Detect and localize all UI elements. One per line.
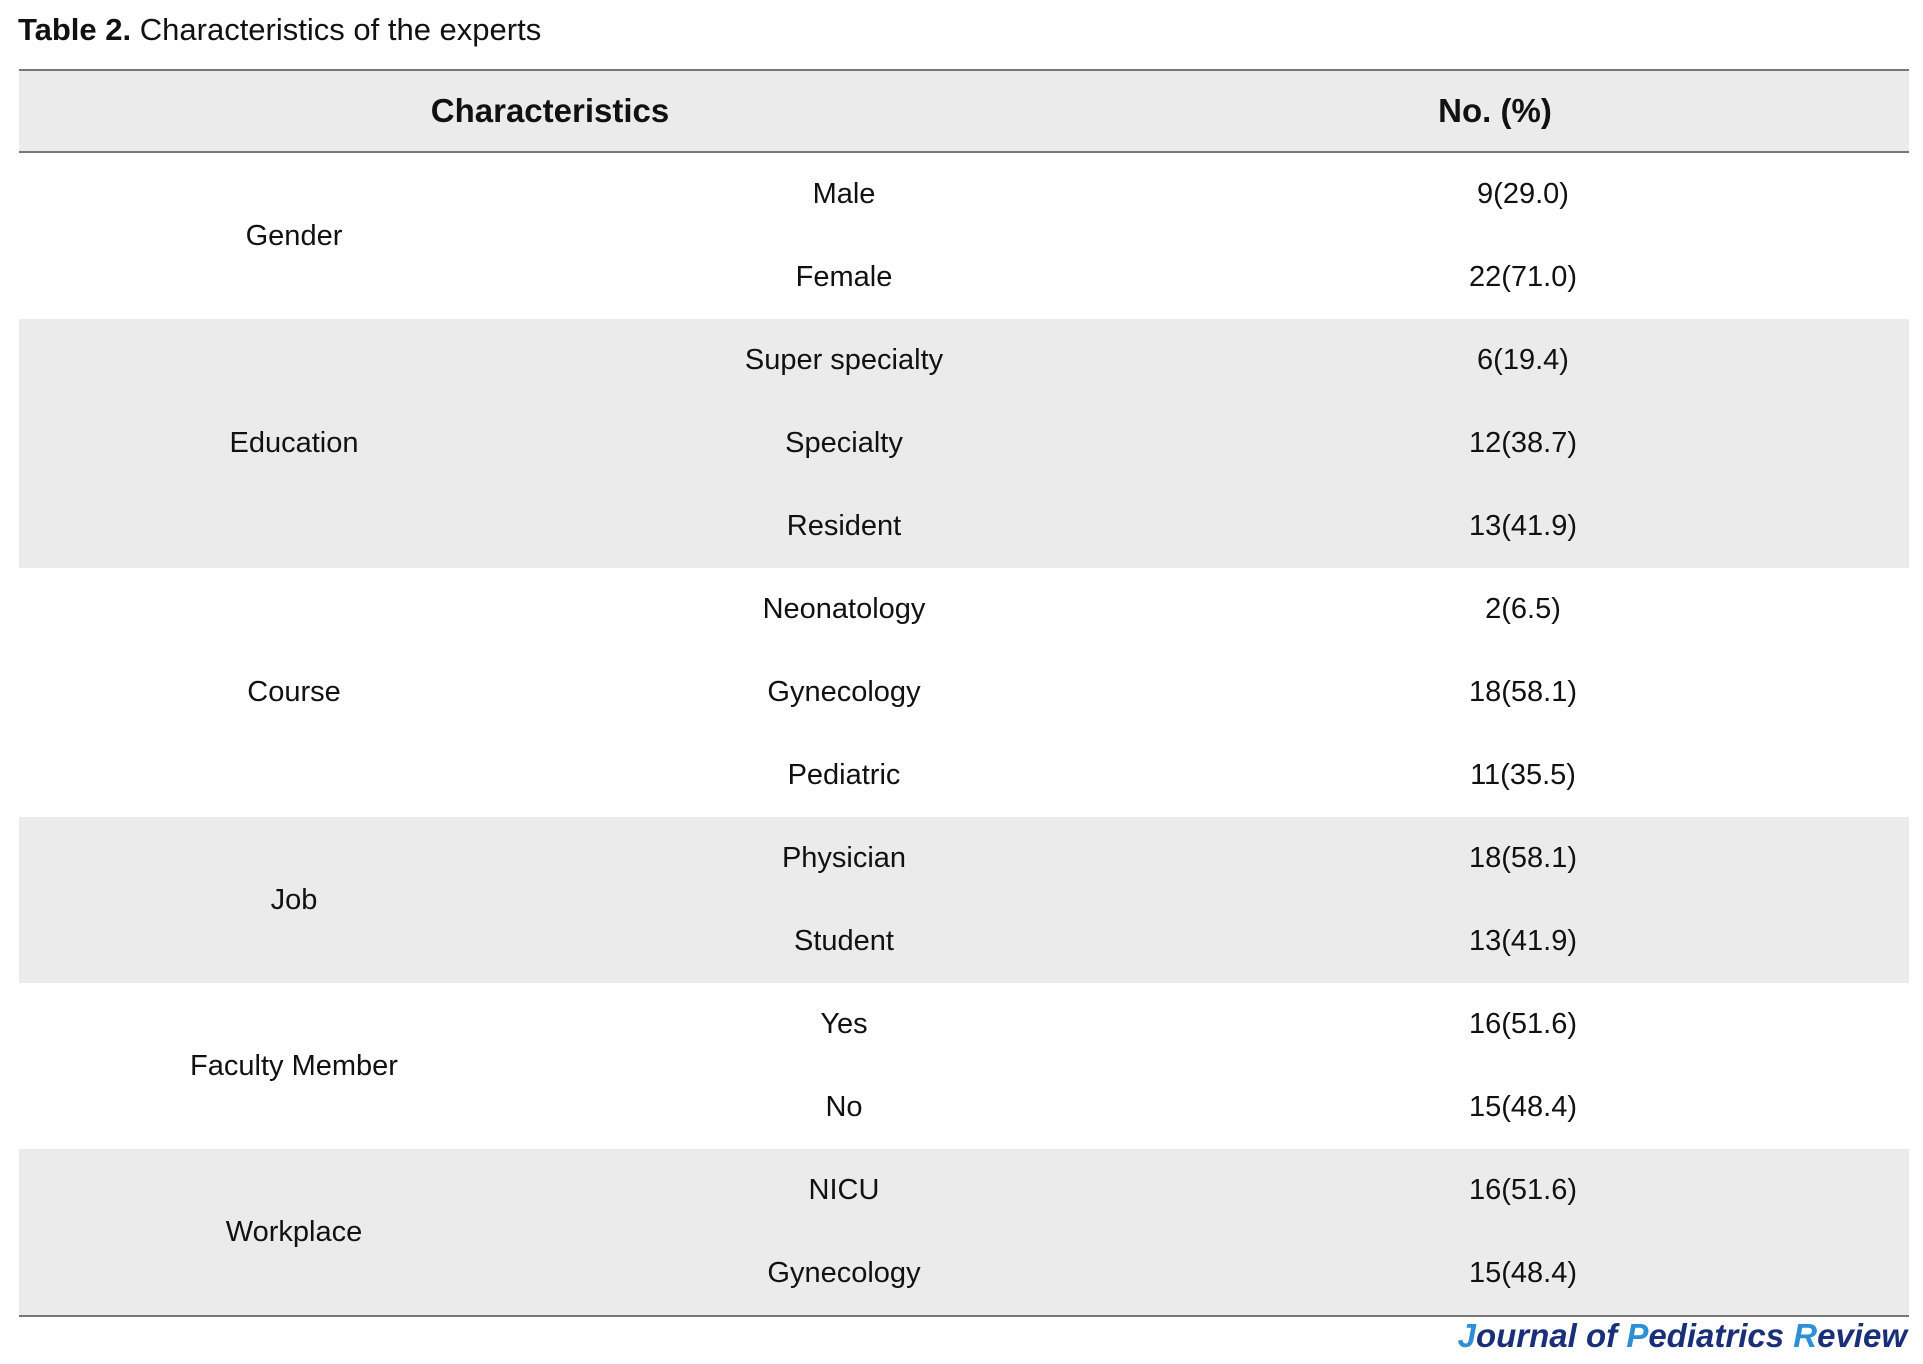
journal-text-1: ournal of xyxy=(1475,1317,1627,1354)
group-workplace xyxy=(19,1149,1909,1315)
category-label: Gender xyxy=(245,219,343,252)
subcategory: No xyxy=(825,1091,863,1123)
subcategory: Gynecology xyxy=(767,1257,921,1289)
subcategory: Pediatric xyxy=(787,759,901,791)
subcategory: Super specialty xyxy=(744,344,944,376)
value: 2(6.5) xyxy=(1485,593,1561,625)
category-label: Education xyxy=(229,427,359,459)
value: 18(58.1) xyxy=(1468,676,1577,708)
category-label: Course xyxy=(247,676,341,708)
value: 15(48.4) xyxy=(1468,1257,1577,1289)
table-row xyxy=(569,236,1909,319)
journal-initial-r: R xyxy=(1793,1317,1818,1354)
journal-initial-j: J xyxy=(1457,1317,1476,1354)
table-row xyxy=(569,983,1909,1066)
table-row xyxy=(569,651,1909,734)
value: 16(51.6) xyxy=(1468,1008,1577,1040)
value: 16(51.6) xyxy=(1468,1174,1577,1206)
table-row xyxy=(569,734,1909,817)
table-row xyxy=(569,1232,1909,1315)
value: 18(58.1) xyxy=(1468,842,1577,874)
value: 22(71.0) xyxy=(1468,261,1577,293)
value: 9(29.0) xyxy=(1477,178,1569,210)
header-characteristics: Characteristics xyxy=(430,92,670,129)
characteristics-table xyxy=(19,69,1909,1317)
table-title: Characteristics of the experts xyxy=(139,12,542,47)
category-label: Workplace xyxy=(225,1215,363,1248)
group-job xyxy=(19,817,1909,983)
value: 12(38.7) xyxy=(1468,427,1577,459)
group-gender xyxy=(19,153,1909,319)
value: 13(41.9) xyxy=(1468,925,1577,957)
subcategory: Male xyxy=(812,178,876,210)
group-course xyxy=(19,568,1909,817)
subcategory: Resident xyxy=(786,510,902,542)
subcategory: Specialty xyxy=(785,427,903,459)
subcategory: Student xyxy=(794,925,894,957)
journal-initial-p: P xyxy=(1626,1317,1649,1354)
value: 6(19.4) xyxy=(1477,344,1569,376)
table-row xyxy=(569,485,1909,568)
category-label: Faculty Member xyxy=(190,1049,398,1082)
table-row xyxy=(569,402,1909,485)
table-row xyxy=(569,1149,1909,1232)
journal-name xyxy=(1458,1316,1907,1356)
subcategory: Physician xyxy=(781,842,907,874)
subcategory: Yes xyxy=(820,1008,868,1040)
table-caption xyxy=(18,10,541,50)
table-row xyxy=(569,1066,1909,1149)
journal-text-3: eview xyxy=(1817,1317,1907,1354)
table-header xyxy=(19,71,1909,153)
table-row xyxy=(569,817,1909,900)
group-education xyxy=(19,319,1909,568)
value: 15(48.4) xyxy=(1468,1091,1577,1123)
header-no-pct: No. (%) xyxy=(1438,92,1552,129)
table-row xyxy=(569,568,1909,651)
journal-text-2: ediatrics xyxy=(1648,1317,1794,1354)
category-label: Job xyxy=(270,883,318,916)
table-row xyxy=(569,319,1909,402)
table-row xyxy=(569,900,1909,983)
value: 11(35.5) xyxy=(1470,759,1576,791)
subcategory: Female xyxy=(795,261,893,293)
subcategory: NICU xyxy=(808,1174,880,1206)
value: 13(41.9) xyxy=(1468,510,1577,542)
group-faculty-member xyxy=(19,983,1909,1149)
subcategory: Neonatology xyxy=(762,593,926,625)
table-row xyxy=(569,153,1909,236)
table-number: Table 2. xyxy=(18,12,132,47)
subcategory: Gynecology xyxy=(767,676,921,708)
